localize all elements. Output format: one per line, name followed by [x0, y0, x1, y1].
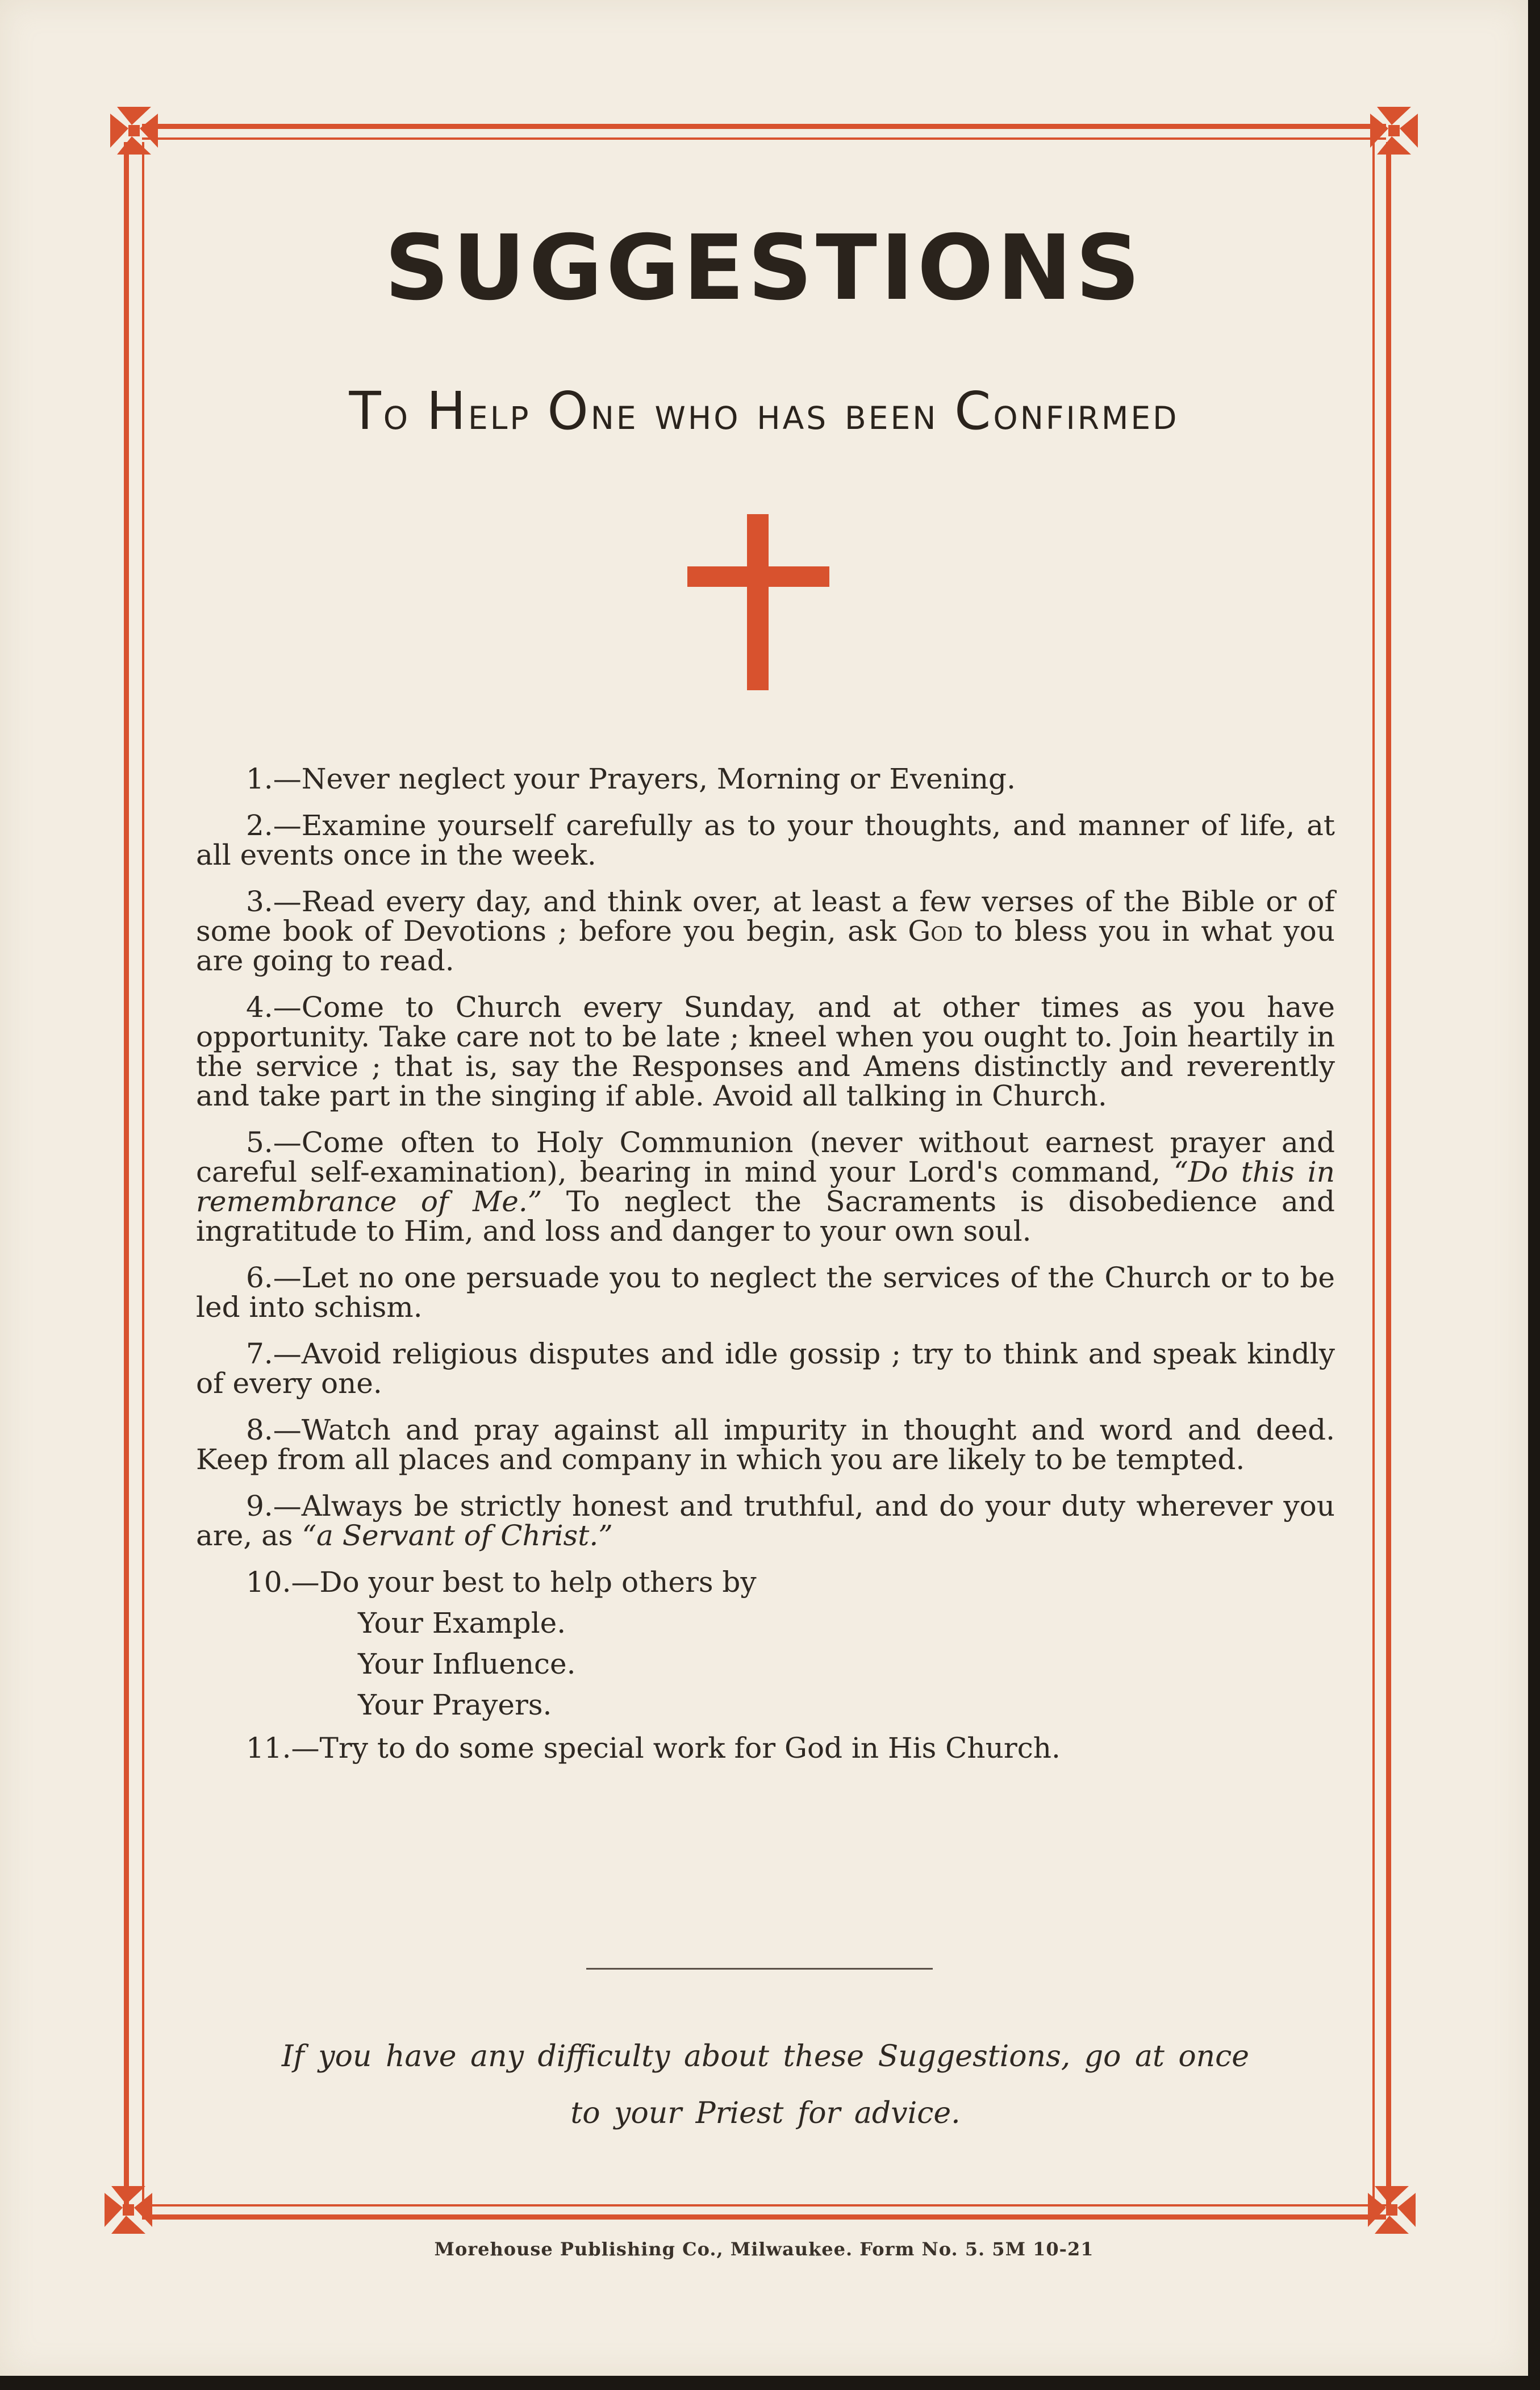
list-item	[196, 887, 1335, 975]
footnote	[196, 2028, 1335, 2142]
item-text: God	[908, 915, 963, 948]
border-top-outer	[142, 124, 1386, 129]
footnote-line: If you have any difficulty about these Suggestions, go at once	[281, 2039, 1250, 2074]
item-text: 3.—Read every day, and think over, at least a few verses of the Bible or of some book of Devotions ; before you begin, ask	[196, 885, 1335, 948]
border-bottom-inner	[142, 2204, 1386, 2207]
list-item: 8.—Watch and pray against all impurity in thought and word and deed. Keep from all places and company in which you are likely to be tempted.	[196, 1413, 1335, 1476]
subtitle-cap: C	[954, 381, 994, 441]
border-left-outer	[124, 142, 129, 2204]
item-text: To neglect the Sacraments is disobedience and ingratitude to Him, and loss and danger to your own soul.	[196, 1185, 1335, 1248]
list-item: 4.—Come to Church every Sunday, and at other times as you have opportunity. Take care not to be late ; kneel when you ought to. Join heartily in the service ; that is, say the Responses and Amens distinctly and reverently and take part in the singing if able. Avoid all talking in Church.	[196, 991, 1335, 1112]
list-item: 11.—Try to do some special work for God in His Church.	[246, 1732, 1061, 1765]
suggestion-list	[196, 764, 1335, 1780]
divider	[586, 1968, 933, 1970]
border-right-inner	[1372, 142, 1375, 2204]
item-text: to bless you in what you are going to read.	[196, 915, 1335, 977]
subtitle-text: onfirmed	[993, 389, 1179, 440]
list-item: 7.—Avoid religious disputes and idle gossip ; try to think and speak kindly of every one.	[196, 1337, 1335, 1400]
cross-pattee-icon	[1366, 102, 1422, 159]
item-quote: “a Servant of Christ.”	[302, 1519, 613, 1552]
subtitle-text: elp	[468, 389, 531, 440]
item-quote: “Do this in remembrance of Me.”	[196, 1156, 1335, 1218]
subtitle-text: ne who has been	[590, 389, 955, 440]
border-left-inner	[142, 142, 144, 2204]
sub-list	[196, 1603, 1335, 1725]
list-item: 6.—Let no one persuade you to neglect the services of the Church or to be led into schism.	[196, 1261, 1335, 1324]
page-title: SUGGESTIONS	[384, 216, 1144, 320]
border-top-inner	[142, 137, 1386, 140]
subtitle-cap: H	[426, 381, 468, 441]
cross-pattee-icon	[1363, 2182, 1420, 2238]
subtitle-text: o	[383, 389, 427, 440]
page-subtitle	[0, 381, 1528, 441]
list-item	[196, 1128, 1335, 1246]
item-text: 5.—Come often to Holy Communion (never without earnest prayer and careful self-examination), bearing in mind your Lord's command,	[196, 1126, 1335, 1188]
publisher-imprint: Morehouse Publishing Co., Milwaukee. Form No. 5. 5M 10-21	[434, 2238, 1094, 2260]
subtitle-cap: O	[547, 381, 591, 441]
sub-list-item: Your Prayers.	[358, 1688, 552, 1721]
list-item: 2.—Examine yourself carefully as to your thoughts, and manner of life, at all events once in the week.	[196, 809, 1335, 871]
border-bottom-outer	[142, 2214, 1386, 2220]
sub-list-item: Your Example.	[358, 1607, 566, 1640]
list-item: 1.—Never neglect your Prayers, Morning or Evening.	[246, 762, 1016, 795]
cross-pattee-icon	[106, 102, 162, 159]
item-text: 9.—Always be strictly honest and truthful, and do your duty wherever you are, as	[196, 1490, 1335, 1552]
list-item	[196, 1491, 1335, 1550]
footnote-line: to your Priest for advice.	[570, 2096, 961, 2130]
list-item: 10.—Do your best to help others by	[246, 1566, 757, 1599]
cross-pattee-icon	[100, 2182, 157, 2238]
border-right-outer	[1386, 142, 1391, 2204]
sub-list-item: Your Influence.	[358, 1647, 576, 1680]
subtitle-cap: T	[349, 381, 383, 441]
